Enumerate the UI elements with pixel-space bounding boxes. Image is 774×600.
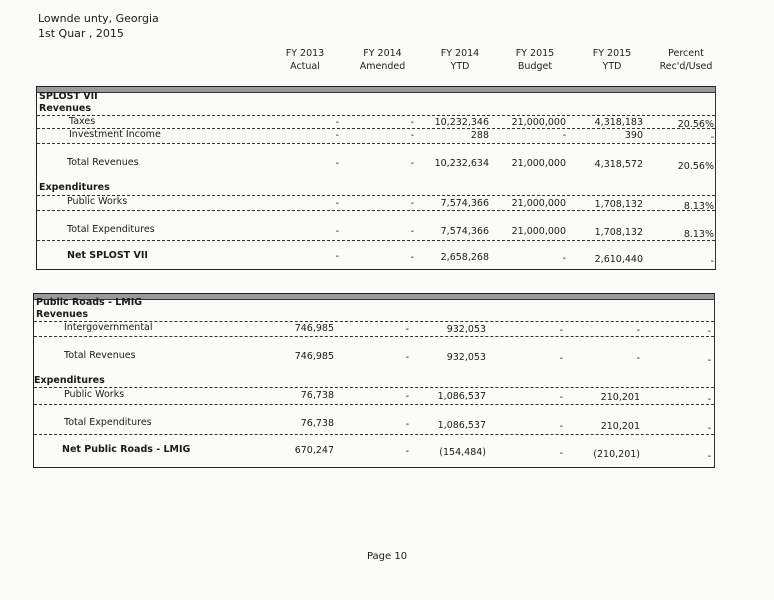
cell: - (410, 117, 414, 128)
row-label: Net SPLOST VII (67, 250, 148, 261)
cell: 10,232,346 (434, 117, 489, 128)
cell: - (562, 253, 566, 264)
cell: - (405, 352, 409, 363)
cell: 20.56% (677, 119, 714, 130)
row-label: Intergovernmental (64, 322, 153, 333)
county-title: Lownde unty, Georgia (38, 12, 159, 25)
col-fy2014-amended (350, 47, 415, 73)
divider (37, 115, 715, 116)
row-label: Taxes (69, 116, 96, 127)
page-number: Page 10 (366, 551, 408, 562)
col-line1: Percent (668, 48, 704, 59)
cell: 2,610,440 (594, 254, 643, 265)
divider (37, 195, 715, 196)
cell: 210,201 (600, 421, 640, 432)
cell: - (335, 226, 339, 237)
cell: - (710, 132, 714, 143)
row-label: Public Works (64, 389, 125, 400)
cell: - (410, 158, 414, 169)
row-label: Net Public Roads - LMIG (62, 444, 191, 455)
revenues-label: Revenues (36, 309, 89, 320)
cell: (210,201) (593, 449, 640, 460)
col-percent (650, 47, 722, 73)
col-line1: FY 2013 (285, 48, 325, 59)
cell: 7,574,366 (440, 226, 489, 237)
cell: - (707, 423, 711, 434)
divider (34, 434, 714, 435)
right-rule (714, 294, 715, 467)
col-line2: Actual (290, 61, 320, 72)
cell: - (405, 419, 409, 430)
cell: 10,232,634 (434, 158, 489, 169)
cell: 76,738 (300, 390, 334, 401)
section-title: Public Roads - LMIG (36, 297, 143, 308)
cell: 670,247 (294, 445, 334, 456)
cell: 21,000,000 (511, 198, 566, 209)
lmig-section (33, 293, 715, 468)
cell: - (410, 252, 414, 263)
cell: 4,318,183 (594, 117, 643, 128)
right-rule (715, 87, 716, 269)
col-line1: FY 2015 (515, 48, 555, 59)
cell: - (335, 198, 339, 209)
expenditures-label: Expenditures (34, 375, 105, 386)
cell: - (335, 130, 339, 141)
cell: - (636, 353, 640, 364)
cell: 2,658,268 (440, 252, 489, 263)
divider (37, 92, 715, 93)
cell: - (559, 392, 563, 403)
col-line1: FY 2015 (592, 48, 632, 59)
cell: - (410, 130, 414, 141)
row-label: Investment Income (69, 129, 161, 140)
cell: - (710, 256, 714, 267)
col-fy2014-ytd (430, 47, 490, 73)
col-line2: Amended (359, 61, 406, 72)
cell: - (559, 448, 563, 459)
row-label: Public Works (67, 196, 128, 207)
cell: 746,985 (294, 351, 334, 362)
cell: 20.56% (677, 161, 714, 172)
cell: - (410, 226, 414, 237)
col-line2: Rec'd/Used (659, 61, 713, 72)
col-line2: YTD (602, 61, 622, 72)
col-fy2015-budget (505, 47, 565, 73)
col-line1: FY 2014 (363, 48, 402, 59)
cell: - (405, 391, 409, 402)
cell: - (335, 158, 339, 169)
cell: - (707, 355, 711, 366)
cell: - (636, 325, 640, 336)
cell: 932,053 (446, 324, 486, 335)
cell: - (707, 394, 711, 405)
cell: 8.13% (683, 229, 714, 240)
divider (34, 336, 714, 337)
col-line2: YTD (450, 61, 470, 72)
cell: 932,053 (446, 352, 486, 363)
divider (37, 143, 715, 144)
cell: - (410, 198, 414, 209)
cell: 21,000,000 (511, 117, 566, 128)
cell: 210,201 (600, 392, 640, 403)
cell: - (335, 251, 339, 262)
divider (34, 387, 714, 388)
row-label: Total Revenues (64, 350, 136, 361)
cell: 4,318,572 (594, 159, 643, 170)
cell: 1,708,132 (594, 199, 643, 210)
cell: 390 (624, 130, 643, 141)
cell: 76,738 (300, 418, 334, 429)
section-title: SPLOST VII (39, 91, 98, 102)
divider (37, 240, 715, 241)
cell: 21,000,000 (511, 158, 566, 169)
cell: (154,484) (439, 447, 486, 458)
cell: 746,985 (294, 323, 334, 334)
cell: 1,086,537 (437, 391, 486, 402)
cell: 8.13% (683, 201, 714, 212)
row-label: Total Revenues (67, 157, 139, 168)
cell: - (335, 117, 339, 128)
cell: 7,574,366 (440, 198, 489, 209)
col-fy2013-actual (275, 47, 335, 73)
cell: - (405, 446, 409, 457)
col-line2: Budget (517, 61, 553, 72)
cell: - (559, 353, 563, 364)
quarter-title: 1st Quar , 2015 (38, 27, 124, 40)
divider (37, 210, 715, 211)
cell: - (405, 324, 409, 335)
cell: - (562, 130, 566, 141)
cell: - (707, 326, 711, 337)
revenues-label: Revenues (39, 103, 92, 114)
row-label: Total Expenditures (67, 224, 155, 235)
cell: 1,708,132 (594, 227, 643, 238)
cell: 1,086,537 (437, 420, 486, 431)
cell: - (707, 451, 711, 462)
splost-section (36, 86, 716, 270)
row-label: Total Expenditures (64, 417, 152, 428)
col-line1: FY 2014 (440, 48, 480, 59)
expenditures-label: Expenditures (39, 182, 110, 193)
cell: - (559, 325, 563, 336)
cell: 21,000,000 (511, 226, 566, 237)
col-fy2015-ytd (582, 47, 642, 73)
cell: 288 (470, 130, 489, 141)
cell: - (559, 421, 563, 432)
divider (34, 404, 714, 405)
